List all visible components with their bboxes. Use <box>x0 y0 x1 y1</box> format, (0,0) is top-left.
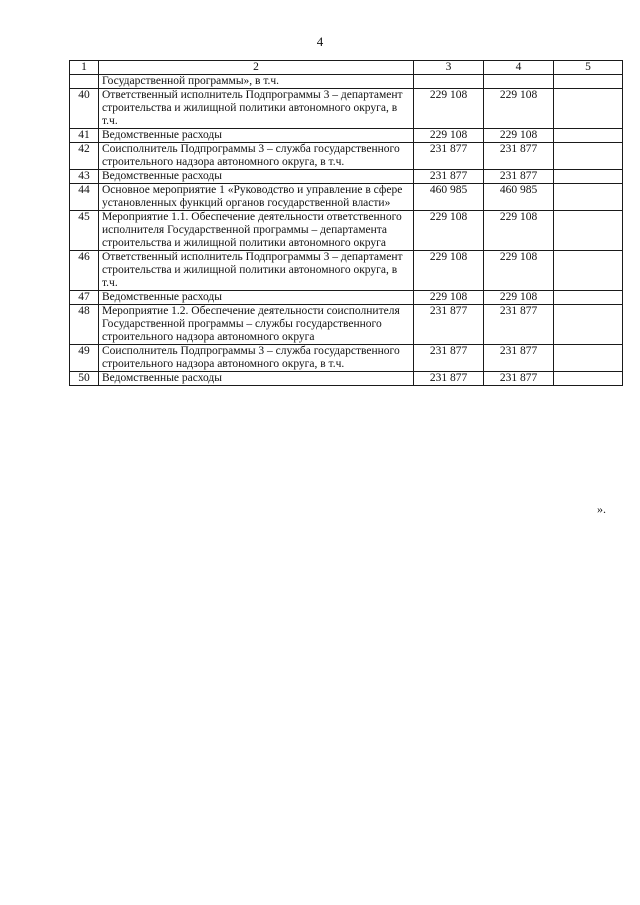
table-row <box>70 345 623 372</box>
table-row <box>70 251 623 291</box>
column-5-value-cell <box>554 75 623 89</box>
column-4-value-cell: 231 877 <box>484 372 554 386</box>
row-number-cell: 50 <box>70 372 99 386</box>
column-3-value-cell: 460 985 <box>414 184 484 211</box>
description-cell: Ведомственные расходы <box>99 291 414 305</box>
column-header-3: 3 <box>414 61 484 75</box>
column-4-value-cell: 231 877 <box>484 143 554 170</box>
description-cell: Мероприятие 1.1. Обеспечение деятельности ответственного исполнителя Государственной программы – департамента строительства и жилищной политики автономного округа <box>99 211 414 251</box>
column-header-2: 2 <box>99 61 414 75</box>
row-number-cell: 44 <box>70 184 99 211</box>
column-header-1: 1 <box>70 61 99 75</box>
column-5-value-cell <box>554 291 623 305</box>
column-4-value-cell: 229 108 <box>484 251 554 291</box>
page-number: 4 <box>316 34 324 49</box>
column-3-value-cell: 229 108 <box>414 251 484 291</box>
column-5-value-cell <box>554 143 623 170</box>
column-3-value-cell: 229 108 <box>414 129 484 143</box>
column-5-value-cell <box>554 345 623 372</box>
table-row <box>70 75 623 89</box>
description-cell: Ответственный исполнитель Подпрограммы 3 – департамент строительства и жилищной политики автономного округа, в т.ч. <box>99 89 414 129</box>
row-number-cell: 48 <box>70 305 99 345</box>
closing-quote-mark: ». <box>597 502 606 516</box>
description-cell: Мероприятие 1.2. Обеспечение деятельности соисполнителя Государственной программы – службы государственного строительного надзора автономного округа <box>99 305 414 345</box>
description-cell: Основное мероприятие 1 «Руководство и управление в сфере установленных функций органов государственной власти» <box>99 184 414 211</box>
column-5-value-cell <box>554 251 623 291</box>
column-3-value-cell: 229 108 <box>414 291 484 305</box>
row-number-cell: 41 <box>70 129 99 143</box>
column-3-value-cell <box>414 75 484 89</box>
column-4-value-cell: 460 985 <box>484 184 554 211</box>
table-row <box>70 89 623 129</box>
row-number-cell: 46 <box>70 251 99 291</box>
row-number-cell: 43 <box>70 170 99 184</box>
column-3-value-cell: 229 108 <box>414 211 484 251</box>
column-5-value-cell <box>554 89 623 129</box>
column-3-value-cell: 231 877 <box>414 170 484 184</box>
table-body <box>70 75 623 386</box>
description-cell: Соисполнитель Подпрограммы 3 – служба государственного строительного надзора автономного округа, в т.ч. <box>99 345 414 372</box>
row-number-cell: 42 <box>70 143 99 170</box>
table-row <box>70 305 623 345</box>
description-cell: Ведомственные расходы <box>99 129 414 143</box>
column-4-value-cell: 229 108 <box>484 211 554 251</box>
row-number-cell: 45 <box>70 211 99 251</box>
budget-table <box>69 60 623 386</box>
description-cell: Ответственный исполнитель Подпрограммы 3 – департамент строительства и жилищной политики автономного округа, в т.ч. <box>99 251 414 291</box>
table-row <box>70 291 623 305</box>
description-cell: Соисполнитель Подпрограммы 3 – служба государственного строительного надзора автономного округа, в т.ч. <box>99 143 414 170</box>
column-5-value-cell <box>554 184 623 211</box>
column-5-value-cell <box>554 372 623 386</box>
table-row <box>70 143 623 170</box>
table-row <box>70 211 623 251</box>
column-4-value-cell: 229 108 <box>484 89 554 129</box>
description-cell: Ведомственные расходы <box>99 170 414 184</box>
column-header-4: 4 <box>484 61 554 75</box>
column-3-value-cell: 229 108 <box>414 89 484 129</box>
row-number-cell: 40 <box>70 89 99 129</box>
table-row <box>70 129 623 143</box>
column-4-value-cell: 231 877 <box>484 305 554 345</box>
column-5-value-cell <box>554 211 623 251</box>
column-3-value-cell: 231 877 <box>414 345 484 372</box>
row-number-cell: 49 <box>70 345 99 372</box>
column-5-value-cell <box>554 129 623 143</box>
column-5-value-cell <box>554 170 623 184</box>
column-4-value-cell: 229 108 <box>484 129 554 143</box>
description-cell: Ведомственные расходы <box>99 372 414 386</box>
column-5-value-cell <box>554 305 623 345</box>
column-4-value-cell: 231 877 <box>484 170 554 184</box>
column-3-value-cell: 231 877 <box>414 305 484 345</box>
table-row <box>70 170 623 184</box>
row-number-cell <box>70 75 99 89</box>
table-header-row <box>70 61 623 75</box>
table-row <box>70 184 623 211</box>
table-row <box>70 372 623 386</box>
description-cell: Государственной программы», в т.ч. <box>99 75 414 89</box>
row-number-cell: 47 <box>70 291 99 305</box>
column-header-5: 5 <box>554 61 623 75</box>
column-4-value-cell: 229 108 <box>484 291 554 305</box>
column-4-value-cell <box>484 75 554 89</box>
column-3-value-cell: 231 877 <box>414 143 484 170</box>
column-3-value-cell: 231 877 <box>414 372 484 386</box>
column-4-value-cell: 231 877 <box>484 345 554 372</box>
